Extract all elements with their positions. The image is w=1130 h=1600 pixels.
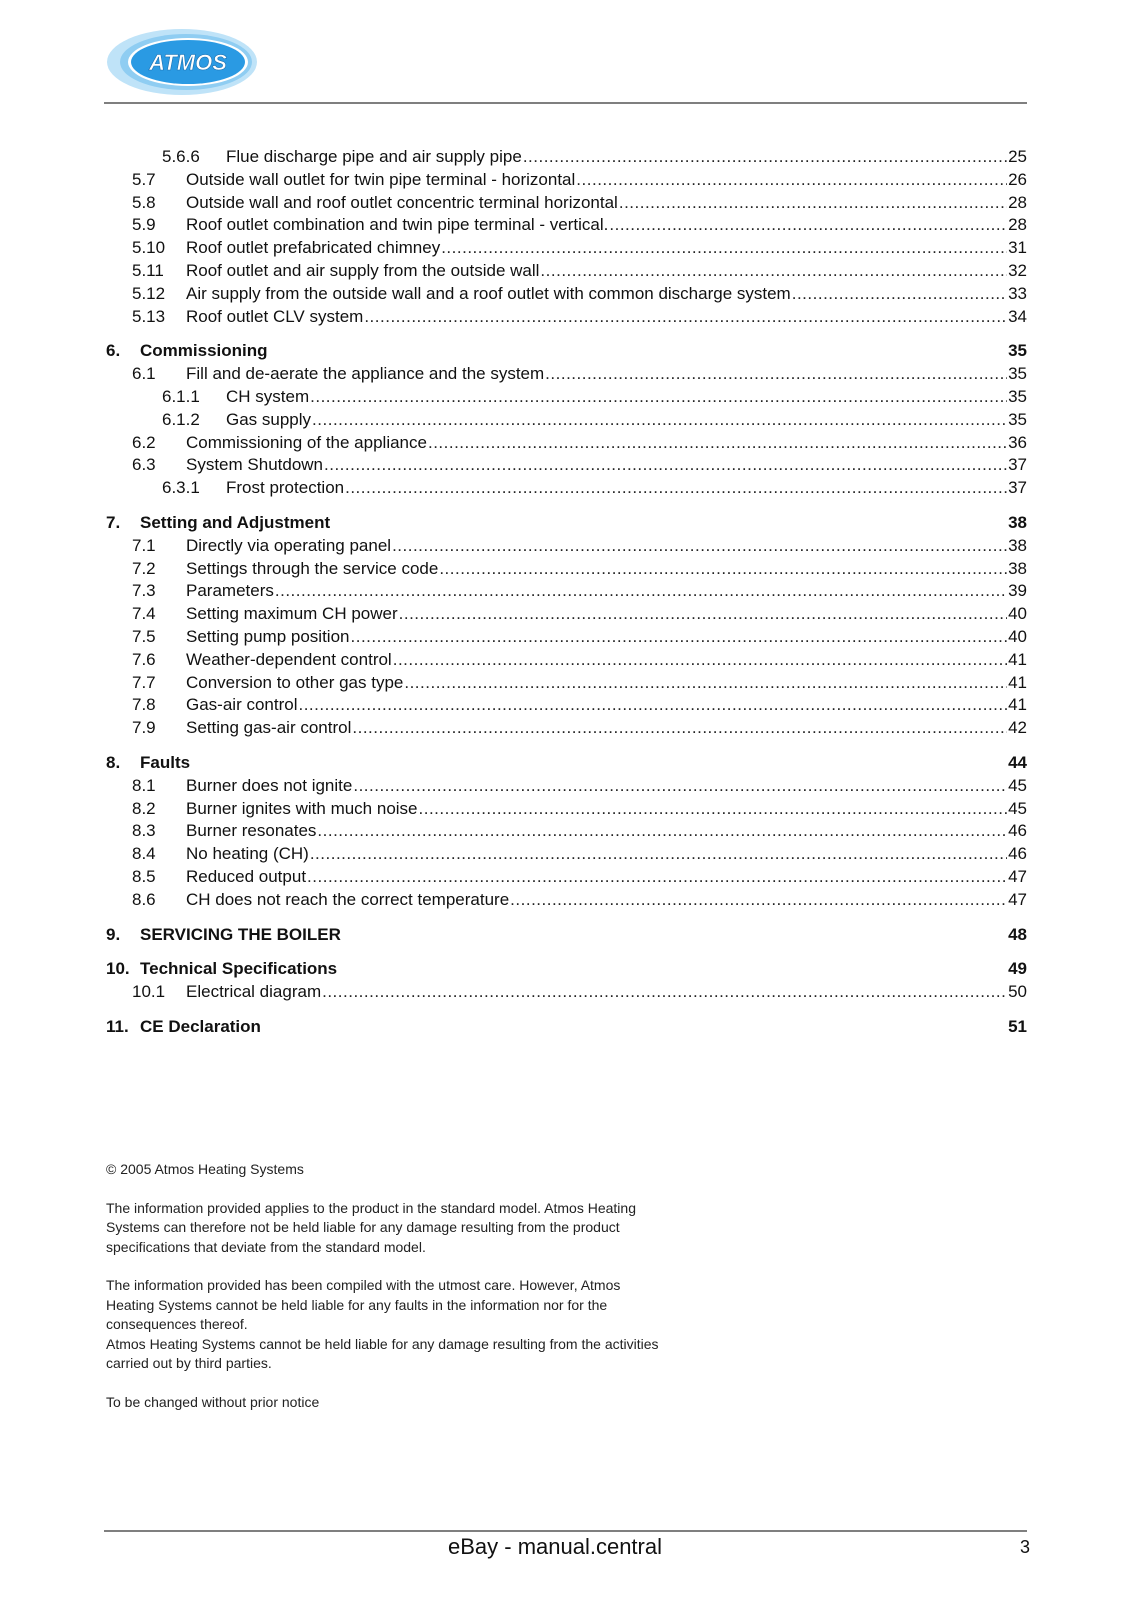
toc-entry[interactable]: [106, 260, 1027, 283]
dot-leader: [441, 237, 1007, 260]
toc-chapter-title: Commissioning: [140, 341, 268, 361]
toc-section-number: 8.2: [132, 798, 156, 818]
toc-entry[interactable]: [106, 386, 1027, 409]
dot-leader: [792, 283, 1007, 306]
toc-section-title: Gas-air control: [186, 695, 298, 715]
toc-entry[interactable]: [106, 432, 1027, 455]
toc-chapter-number: 9.: [106, 924, 121, 944]
toc-section-number: 8.5: [132, 866, 156, 886]
toc-page-number: 28: [1008, 192, 1027, 212]
toc-section-title: Fill and de-aerate the appliance and the system: [186, 364, 545, 384]
toc-section-number: 8.1: [132, 775, 156, 795]
toc-section-title: Reduced output: [186, 866, 307, 886]
dot-leader: [419, 798, 1008, 821]
toc-section-title: Outside wall and roof outlet concentric terminal horizontal: [186, 192, 618, 212]
toc-page-number: 35: [1008, 364, 1027, 384]
toc-page-number: 33: [1008, 283, 1027, 303]
toc-section-title: Burner ignites with much noise: [186, 798, 418, 818]
dot-leader: [310, 843, 1007, 866]
change-notice: To be changed without prior notice: [106, 1393, 320, 1410]
toc-entry[interactable]: [106, 672, 1027, 695]
toc-section-title: Directly via operating panel: [186, 535, 392, 555]
toc-chapter-title: CE Declaration: [140, 1016, 261, 1036]
toc-page-number: 38: [1008, 512, 1027, 532]
toc-page-number: 41: [1008, 672, 1027, 692]
dot-leader: [439, 558, 1007, 581]
toc-chapter-title: Setting and Adjustment: [140, 512, 331, 532]
toc-entry[interactable]: [106, 866, 1027, 889]
toc-entry[interactable]: [106, 169, 1027, 192]
toc-entry[interactable]: [106, 454, 1027, 477]
toc-page-number: 37: [1008, 455, 1027, 475]
toc-chapter[interactable]: [106, 752, 1027, 775]
toc-entry[interactable]: [106, 626, 1027, 649]
toc-section-number: 7.3: [132, 581, 156, 601]
toc-section-title: Commissioning of the appliance: [186, 432, 427, 452]
table-of-contents: [106, 146, 1027, 1039]
dot-leader: [322, 981, 1007, 1004]
toc-section-title: System Shutdown: [186, 455, 324, 475]
toc-section-title: No heating (CH): [186, 844, 309, 864]
toc-section-title: Flue discharge pipe and air supply pipe: [226, 147, 522, 166]
toc-section-title: Roof outlet combination and twin pipe terminal - vertical.: [186, 215, 609, 235]
toc-entry[interactable]: [106, 580, 1027, 603]
dot-leader: [298, 694, 1007, 717]
toc-entry[interactable]: [106, 603, 1027, 626]
dot-leader: [312, 409, 1007, 432]
atmos-logo: [106, 28, 258, 96]
toc-page-number: 35: [1008, 341, 1027, 361]
toc-section-number: 7.5: [132, 626, 156, 646]
toc-section-title: Settings through the service code: [186, 558, 439, 578]
toc-section-number: 8.6: [132, 889, 156, 909]
toc-chapter-title: Technical Specifications: [140, 959, 338, 979]
toc-entry[interactable]: [106, 558, 1027, 581]
dot-leader: [345, 477, 1007, 500]
dot-leader: [619, 192, 1007, 215]
toc-section-title: Conversion to other gas type: [186, 672, 404, 692]
toc-page-number: 47: [1008, 889, 1027, 909]
toc-page-number: 45: [1008, 798, 1027, 818]
toc-page-number: 51: [1008, 1016, 1027, 1036]
toc-page-number: 35: [1008, 409, 1027, 429]
toc-page-number: 42: [1008, 718, 1027, 738]
toc-page-number: 50: [1008, 982, 1027, 1002]
toc-page-number: 26: [1008, 169, 1027, 189]
dot-leader: [317, 820, 1007, 843]
dot-leader: [353, 775, 1007, 798]
dot-leader: [510, 889, 1007, 912]
toc-section-number: 6.1.2: [162, 409, 200, 429]
toc-section-number: 5.13: [132, 306, 166, 326]
toc-chapter-number: 6.: [106, 341, 121, 361]
toc-entry[interactable]: [106, 363, 1027, 386]
dot-leader: [275, 580, 1007, 603]
footer-page-number: 3: [1019, 1537, 1030, 1557]
dot-leader: [540, 260, 1007, 283]
toc-entry[interactable]: [106, 409, 1027, 432]
toc-page-number: 41: [1008, 649, 1027, 669]
dot-leader: [523, 146, 1007, 169]
toc-entry[interactable]: [106, 717, 1027, 740]
toc-section-number: 8.3: [132, 821, 156, 841]
toc-section-number: 7.8: [132, 695, 156, 715]
toc-entry[interactable]: [106, 889, 1027, 912]
toc-page-number: 47: [1008, 866, 1027, 886]
toc-page-number: 38: [1008, 535, 1027, 555]
toc-chapter-number: 10.: [106, 959, 130, 979]
toc-section-title: Setting maximum CH power: [186, 604, 398, 624]
toc-entry[interactable]: [106, 146, 1027, 169]
dot-leader: [428, 432, 1007, 455]
toc-page-number: 39: [1008, 581, 1027, 601]
legal-paragraph-3: Atmos Heating Systems cannot be held liable for any damage resulting from the activities carried out by third parties.: [106, 1335, 659, 1372]
dot-leader: [324, 454, 1007, 477]
dot-leader: [352, 717, 1007, 740]
toc-page-number: 46: [1008, 821, 1027, 841]
footer-divider: [104, 1530, 1027, 1532]
legal-notice: [106, 1160, 666, 1432]
toc-section-number: 10.1: [132, 982, 166, 1002]
toc-section-title: Parameters: [186, 581, 274, 601]
toc-section-title: Burner does not ignite: [186, 775, 353, 795]
toc-section-number: 6.2: [132, 432, 156, 452]
toc-page-number: 34: [1008, 306, 1027, 326]
toc-section-number: 5.6.6: [162, 147, 200, 166]
toc-section-title: Electrical diagram: [186, 982, 322, 1002]
toc-section-number: 8.4: [132, 844, 156, 864]
toc-page-number: 37: [1008, 478, 1027, 498]
toc-section-title: Roof outlet and air supply from the outside wall: [186, 260, 540, 280]
toc-section-number: 5.8: [132, 192, 156, 212]
dot-leader: [576, 169, 1007, 192]
toc-section-title: CH system: [226, 386, 310, 406]
toc-entry[interactable]: [106, 214, 1027, 237]
toc-section-title: Gas supply: [226, 409, 312, 429]
svg-text:ATMOS: ATMOS: [149, 50, 227, 75]
copyright-text: © 2005 Atmos Heating Systems: [106, 1161, 304, 1177]
toc-section-number: 5.7: [132, 169, 156, 189]
dot-leader: [392, 535, 1007, 558]
dot-leader: [404, 672, 1007, 695]
toc-page-number: 25: [1008, 147, 1027, 166]
toc-section-number: 7.1: [132, 535, 156, 555]
toc-page-number: 28: [1008, 215, 1027, 235]
toc-entry[interactable]: [106, 649, 1027, 672]
dot-leader: [545, 363, 1007, 386]
toc-section-number: 6.1: [132, 364, 156, 384]
dot-leader: [307, 866, 1007, 889]
toc-section-title: Setting gas-air control: [186, 718, 352, 738]
toc-chapter-number: 7.: [106, 512, 121, 532]
legal-paragraph-1: The information provided applies to the product in the standard model. Atmos Heating Systems can therefore not be held liable for any damage resulting from the product specifications that deviate from the standard model.: [106, 1199, 636, 1255]
toc-section-number: 7.2: [132, 558, 156, 578]
toc-chapter[interactable]: [106, 1016, 1027, 1039]
toc-section-title: Air supply from the outside wall and a roof outlet with common discharge system: [186, 283, 791, 303]
toc-entry[interactable]: [106, 477, 1027, 500]
toc-section-number: 5.11: [132, 260, 164, 280]
toc-page-number: 46: [1008, 844, 1027, 864]
dot-leader: [393, 649, 1007, 672]
toc-section-title: Burner resonates: [186, 821, 317, 841]
toc-page-number: 31: [1008, 238, 1027, 258]
dot-leader: [364, 306, 1007, 329]
dot-leader: [399, 603, 1007, 626]
toc-chapter-number: 11.: [106, 1016, 129, 1036]
toc-section-title: Weather-dependent control: [186, 649, 392, 669]
toc-page-number: 40: [1008, 626, 1027, 646]
toc-section-number: 7.7: [132, 672, 156, 692]
toc-section-number: 7.6: [132, 649, 156, 669]
toc-page-number: 32: [1008, 260, 1027, 280]
toc-chapter[interactable]: [106, 512, 1027, 535]
toc-chapter[interactable]: [106, 340, 1027, 363]
toc-section-number: 5.12: [132, 283, 166, 303]
dot-leader: [609, 214, 1007, 237]
toc-section-number: 5.10: [132, 238, 166, 258]
toc-entry[interactable]: [106, 694, 1027, 717]
toc-entry[interactable]: [106, 843, 1027, 866]
toc-chapter-number: 8.: [106, 752, 121, 772]
toc-entry[interactable]: [106, 237, 1027, 260]
toc-entry[interactable]: [106, 535, 1027, 558]
toc-entry[interactable]: [106, 306, 1027, 329]
footer-source-text: eBay - manual.central: [448, 1534, 662, 1559]
toc-page-number: 35: [1008, 386, 1027, 406]
toc-section-number: 6.1.1: [162, 386, 200, 406]
toc-page-number: 45: [1008, 775, 1027, 795]
toc-chapter-title: Faults: [140, 752, 191, 772]
toc-section-title: Frost protection: [226, 478, 345, 498]
toc-section-title: CH does not reach the correct temperature: [186, 889, 510, 909]
legal-paragraph-2: The information provided has been compiled with the utmost care. However, Atmos Heating Systems cannot be held liable for any faults in the information nor for the consequences thereof.: [106, 1277, 621, 1333]
toc-chapter-title: SERVICING THE BOILER: [140, 924, 341, 944]
toc-page-number: 40: [1008, 604, 1027, 624]
toc-page-number: 44: [1008, 752, 1027, 772]
toc-page-number: 41: [1008, 695, 1027, 715]
toc-section-number: 5.9: [132, 215, 156, 235]
toc-page-number: 49: [1008, 959, 1027, 979]
toc-section-title: Roof outlet prefabricated chimney: [186, 238, 441, 258]
toc-entry[interactable]: [106, 798, 1027, 821]
header-divider: [104, 102, 1027, 104]
toc-section-number: 7.4: [132, 604, 156, 624]
dot-leader: [351, 626, 1008, 649]
toc-section-title: Roof outlet CLV system: [186, 306, 364, 326]
toc-section-title: Setting pump position: [186, 626, 350, 646]
toc-chapter[interactable]: [106, 924, 1027, 947]
dot-leader: [310, 386, 1007, 409]
toc-entry[interactable]: [106, 283, 1027, 306]
toc-section-number: 6.3.1: [162, 478, 200, 498]
toc-page-number: 48: [1008, 924, 1027, 944]
toc-section-title: Outside wall outlet for twin pipe terminal - horizontal: [186, 169, 576, 189]
toc-section-number: 7.9: [132, 718, 156, 738]
toc-entry[interactable]: [106, 775, 1027, 798]
toc-entry[interactable]: [106, 820, 1027, 843]
toc-page-number: 38: [1008, 558, 1027, 578]
toc-section-number: 6.3: [132, 455, 156, 475]
toc-chapter[interactable]: [106, 958, 1027, 981]
toc-entry[interactable]: [106, 192, 1027, 215]
toc-page-number: 36: [1008, 432, 1027, 452]
toc-entry[interactable]: [106, 981, 1027, 1004]
